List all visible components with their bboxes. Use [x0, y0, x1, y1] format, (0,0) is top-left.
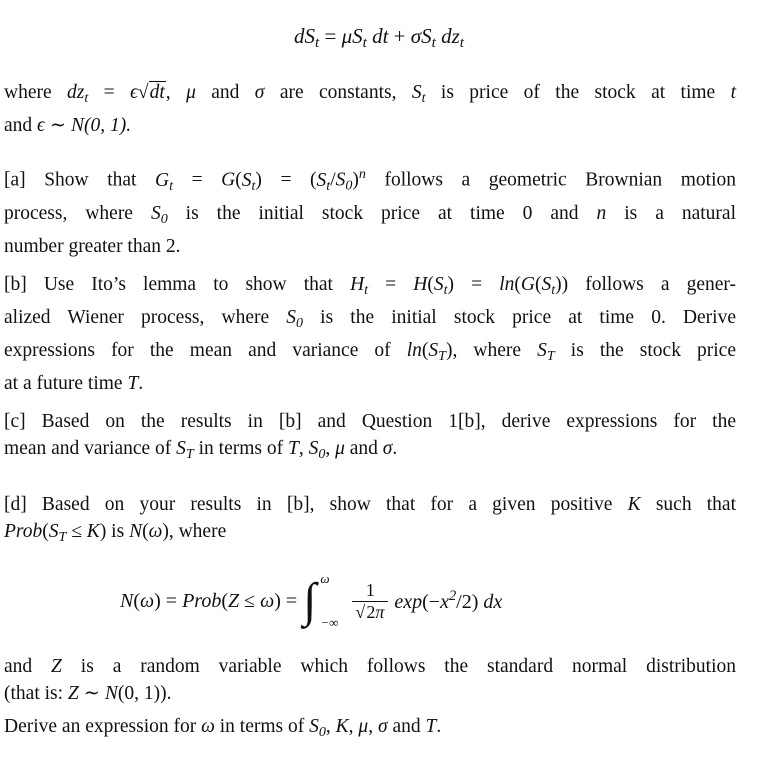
- part-c: [4, 408, 736, 468]
- part-c-line-1: [c] Based on the results in [b] and Question 1[b], derive expressions for the: [4, 411, 736, 432]
- part-a-line-3: number greater than 2.: [4, 235, 181, 257]
- intro-line-2: and ϵ ∼ N(0, 1).: [4, 114, 132, 136]
- part-a-line-2: process, where $S_0$ is the initial stock price at time 0 and n is a natural: [4, 202, 736, 227]
- part-b: [4, 271, 736, 397]
- intro-paragraph: [4, 79, 736, 139]
- part-b-line-1: [b] Use Ito’s lemma to show that $H_t = H(S_t) = \ln(G(S_t))$ follows a gener-: [4, 274, 737, 298]
- part-d-conclusion: [4, 653, 736, 746]
- intro-line-1: where $dz_t = \epsilon√dt$, μ and σ are constants, $S_t$ is price of the stock at time t: [4, 82, 736, 106]
- part-d-line-1: [d] Based on your results in [b], show that for a given positive K such that: [4, 494, 736, 515]
- part-d-intro: [4, 491, 736, 551]
- integral-sign: ∫: [303, 574, 317, 627]
- part-d-line-2: $Prob(S_T \le K)$ is N(ω), where: [4, 521, 227, 545]
- sde-equation: $dS_t = \mu S_t$ dt + $\sigma S_t$ $dz_t$: [294, 24, 464, 52]
- part-c-line-2: mean and variance of $S_T$ in terms of T, $S_0$, μ and σ.: [4, 438, 398, 462]
- fraction-one-over-root-two-pi: $\frac{1}{√2\pi}$: [352, 580, 388, 623]
- integral-limits: ω −∞: [320, 571, 339, 630]
- part-b-line-2: alized Wiener process, where $S_0$ is the initial stock price at time 0. Derive: [4, 306, 736, 331]
- part-d-line-4: (that is: Z ∼ N(0, 1)).: [4, 683, 172, 704]
- part-b-line-3: expressions for the mean and variance of $\ln(S_T)$, where $S_T$ is the stock price: [4, 339, 736, 364]
- part-d-line-5: Derive an expression for ω in terms of $S_0$, K, μ, σ and T.: [4, 716, 442, 740]
- part-a-line-1: [a] Show that $G_t = G(S_t) = (S_t/S_0)^n$ follows a geometric Brownian motion: [4, 166, 736, 194]
- part-a: [4, 161, 736, 260]
- part-d-line-3: and Z is a random variable which follows the standard normal distribution: [4, 656, 736, 677]
- part-b-line-4: at a future time T.: [4, 372, 144, 394]
- normal-cdf-equation: N(ω) = Prob(Z ≤ ω) = ∫ ω −∞ $\frac{1}{√2\pi}$ $\exp(-x^2/2)$ dx: [120, 571, 503, 630]
